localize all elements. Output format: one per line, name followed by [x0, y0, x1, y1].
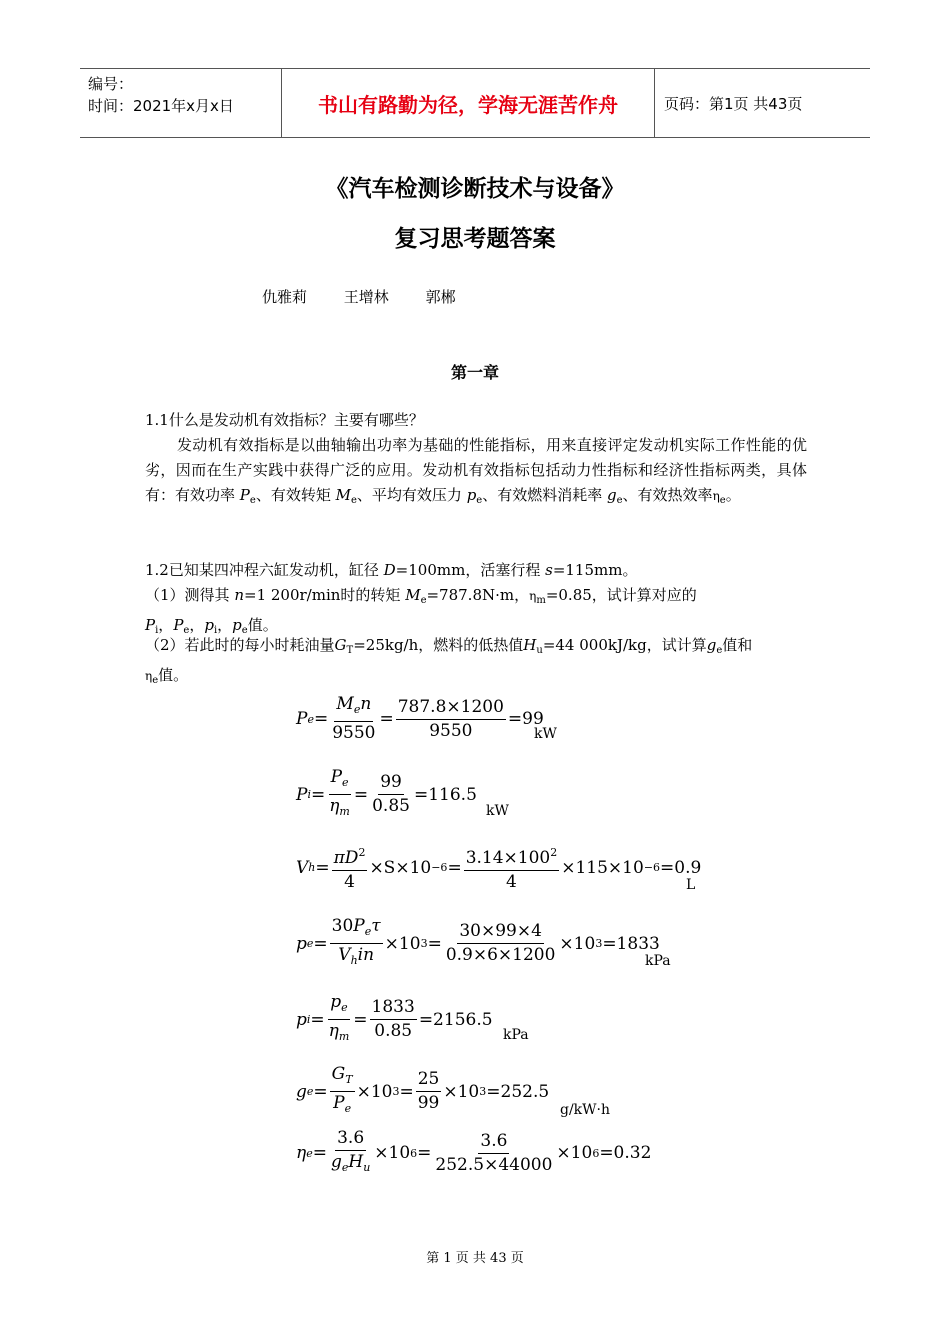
question-1-2-line1: 1.2已知某四冲程六缸发动机，缸径 D=100mm，活塞行程 s=115mm。 — [145, 561, 638, 579]
page-footer: 第 1 页 共 43 页 — [426, 1251, 524, 1266]
formula-pi-mean: p i = $\frac{p_e}{\eta_m}$ = $\frac{1833}{0.85}$ =2156.5 — [296, 992, 493, 1043]
formula-pe: P e = $\frac{M_en}{9550}$ = $\frac{787.8\times 1200}{9550}$ =99 — [296, 694, 544, 743]
formula-pi: P i = $\frac{P_e}{\eta_m}$ = $\frac{99}{0.85}$ =116.5 — [296, 767, 477, 818]
unit-kw: kW — [486, 803, 509, 819]
document-header — [80, 68, 870, 138]
unit-kpa: kPa — [645, 953, 671, 969]
question-1-1: 1.1什么是发动机有效指标？主要有哪些？ — [145, 411, 424, 429]
author: 仇雅莉 — [262, 288, 308, 306]
question-1-2-part1: （1）测得其 n=1 200r/min时的转矩 $M_e=787.8N\cdot m$，$\eta_m=0.85$，试计算对应的 $P_i$，$P_e$，$p_i$，$p_e$值。 — [145, 586, 697, 636]
unit-kw: kW — [534, 726, 557, 742]
unit-liter: L — [686, 877, 696, 893]
document-subtitle: 复习思考题答案 — [394, 225, 556, 252]
unit-kpa: kPa — [503, 1027, 529, 1043]
header-meta — [88, 73, 234, 117]
header-divider — [654, 69, 655, 137]
author: 王增林 — [343, 288, 389, 306]
authors — [262, 286, 488, 307]
chapter-heading: 第一章 — [450, 363, 499, 382]
author: 郭郴 — [425, 288, 456, 306]
document-title: 《汽车检测诊断技术与设备》 — [325, 175, 625, 202]
time-label: 时间：2021年x月x日 — [88, 97, 234, 115]
answer-1-1: 发动机有效指标是以曲轴输出功率为基础的性能指标，用来直接评定发动机实际工作性能的优劣，因而在生产实践中获得广泛的应用。发动机有效指标包括动力性指标和经济性指标两类，具体有：有效功率 $P_e$、有效转矩 $M_e$、平均有效压力 $p_e$、有效燃料消耗率 $g_e$、有效热效率$\eta_e$。 — [145, 436, 807, 506]
question-1-2-part2: （2）若此时的每小时耗油量$G_T=25kg/h$，燃料的低热值$H_u=44$ 000kJ/kg，试计算$g_e$值和 $\eta_e$值。 — [145, 636, 753, 686]
header-page-info: 页码：第1页 共43页 — [664, 94, 803, 113]
unit-g-per-kwh: g/kW·h — [560, 1102, 611, 1118]
formula-pe-mean: p e = $\frac{30P_e\tau}{V_hin}$ ×10 3 = $\frac{30\times 99\times 4}{0.9\times 6\times 1200}$ ×10 3 =1833 — [296, 916, 660, 967]
formula-vh: V h = $\frac{\pi D^2}{4}$ ×S×10 −6 = $\frac{3.14\times 100^2}{4}$ ×115×10 −6 =0.9 — [296, 842, 701, 893]
number-label: 编号： — [88, 75, 134, 93]
formula-eta-e: η e = $\frac{3.6}{g_eH_u}$ ×10 6 = $\frac{3.6}{252.5\times 44000}$ ×10 6 =0.32 — [296, 1128, 652, 1175]
header-motto: 书山有路勤为径，学海无涯苦作舟 — [318, 92, 618, 117]
formula-ge: g e = $\frac{G_T}{P_e}$ ×10 3 = $\frac{25}{99}$ ×10 3 =252.5 — [296, 1064, 550, 1115]
